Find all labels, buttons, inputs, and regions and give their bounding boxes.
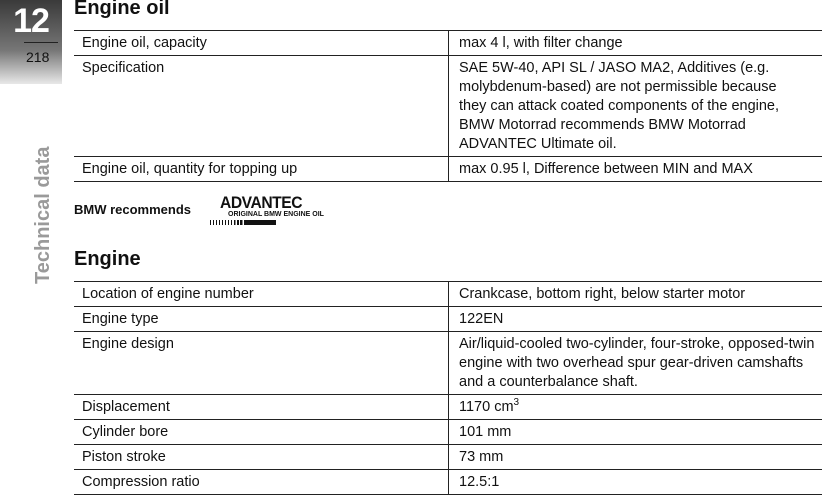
page-number: 218 [26, 49, 50, 65]
chapter-tab [0, 0, 62, 84]
table-cell-label: Specification [74, 56, 449, 157]
table-cell-value [449, 56, 822, 157]
recommends-label: BMW recommends [74, 202, 192, 217]
specification-text: SAE 5W-40, API SL / JASO MA2, Additives (e.g. molybdenum-based) are not permissible because they can attack coated components of the engine, BMW Motorrad recommends BMW Motorrad ADVANTEC Ultimate oil. [459, 60, 780, 152]
table-cell-value [449, 395, 822, 420]
table-row [74, 31, 822, 56]
table-cell-label: Engine type [74, 307, 449, 332]
table-row [74, 395, 822, 420]
logo-wordmark: ADVANTEC [220, 193, 303, 212]
table-row [74, 56, 822, 157]
unit-superscript: 3 [513, 397, 520, 409]
table-cell-value: Crankcase, bottom right, below starter motor [449, 282, 822, 307]
logo-bars-graphic [210, 220, 276, 225]
table-cell-value: Air/liquid-cooled two-cylinder, four-stroke, opposed-twin engine with two overhead spur gear-driven camshafts and a counterbalance shaft. [449, 332, 822, 395]
table-cell-label: Location of engine number [74, 282, 449, 307]
table-row [74, 307, 822, 332]
table-cell-label: Engine oil, capacity [74, 31, 449, 56]
engine-oil-table [74, 30, 822, 182]
engine-oil-heading: Engine oil [74, 0, 170, 19]
chapter-number: 12 [13, 2, 49, 40]
table-cell-label: Cylinder bore [74, 420, 449, 445]
table-cell-label: Displacement [74, 395, 449, 420]
advantec-logo [210, 193, 336, 227]
table-cell-label: Compression ratio [74, 470, 449, 495]
table-cell-label: Piston stroke [74, 445, 449, 470]
displacement-value: 1170 cm [459, 399, 514, 415]
table-cell-label: Engine design [74, 332, 449, 395]
table-row [74, 420, 822, 445]
table-row [74, 332, 822, 395]
table-cell-value: 122EN [449, 307, 822, 332]
engine-heading: Engine [74, 248, 141, 270]
table-cell-value: max 0.95 l, Difference between MIN and MAX [449, 157, 822, 182]
logo-tagline: ORIGINAL BMW ENGINE OIL [228, 211, 324, 218]
table-cell-label: Engine oil, quantity for topping up [74, 157, 449, 182]
section-side-title: Technical data [32, 146, 54, 284]
table-cell-value: max 4 l, with filter change [449, 31, 822, 56]
table-cell-value: 101 mm [449, 420, 822, 445]
table-cell-value: 73 mm [449, 445, 822, 470]
table-row [74, 282, 822, 307]
table-cell-value: 12.5:1 [449, 470, 822, 495]
engine-table [74, 281, 822, 495]
table-row [74, 157, 822, 182]
table-row [74, 470, 822, 495]
recommendation [74, 193, 474, 227]
table-row [74, 445, 822, 470]
tab-divider [24, 42, 58, 43]
